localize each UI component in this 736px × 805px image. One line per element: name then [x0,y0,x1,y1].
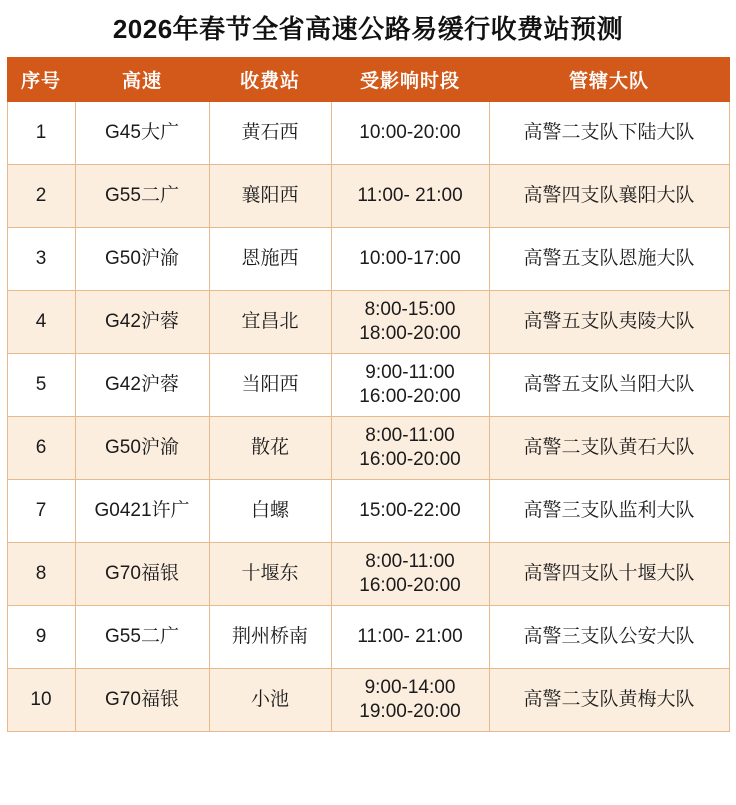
time-line: 9:00-14:00 [364,676,456,698]
cell-station: 当阳西 [209,354,331,417]
table-row [7,543,729,606]
time-lines [334,625,487,650]
cell-unit: 高警五支队夷陵大队 [489,291,729,354]
column-header-time: 受影响时段 [331,58,489,102]
cell-unit: 高警五支队当阳大队 [489,354,729,417]
table-row [7,606,729,669]
cell-index: 10 [7,669,75,732]
cell-unit: 高警二支队黄梅大队 [489,669,729,732]
time-lines [334,184,487,209]
table-row [7,291,729,354]
cell-affected-time [331,669,489,732]
time-line: 16:00-20:00 [359,449,461,471]
table-header [7,58,729,102]
time-line: 19:00-20:00 [359,701,461,723]
time-lines [334,298,487,347]
cell-station: 荆州桥南 [209,606,331,669]
time-lines [334,121,487,146]
time-lines [334,676,487,725]
time-line: 11:00- 21:00 [357,184,463,206]
cell-unit: 高警四支队十堰大队 [489,543,729,606]
cell-station: 散花 [209,417,331,480]
cell-affected-time [331,354,489,417]
cell-highway: G42沪蓉 [75,354,209,417]
cell-affected-time [331,165,489,228]
toll-station-forecast-table [7,57,730,732]
time-line: 8:00-11:00 [365,424,455,446]
time-line: 8:00-11:00 [365,550,455,572]
cell-unit: 高警三支队公安大队 [489,606,729,669]
time-line: 10:00-17:00 [359,247,461,269]
cell-station: 十堰东 [209,543,331,606]
table-row [7,354,729,417]
time-line: 8:00-15:00 [364,298,456,320]
cell-station: 宜昌北 [209,291,331,354]
time-lines [334,361,487,410]
cell-unit: 高警四支队襄阳大队 [489,165,729,228]
table-row [7,480,729,543]
cell-affected-time [331,543,489,606]
table-row [7,417,729,480]
column-header-unit: 管辖大队 [489,58,729,102]
cell-unit: 高警二支队下陆大队 [489,102,729,165]
time-line: 9:00-11:00 [365,361,455,383]
cell-index: 7 [7,480,75,543]
cell-index: 6 [7,417,75,480]
time-lines [334,247,487,272]
time-lines [334,499,487,524]
time-line: 16:00-20:00 [359,575,461,597]
cell-unit: 高警二支队黄石大队 [489,417,729,480]
time-line: 16:00-20:00 [359,386,461,408]
time-line: 15:00-22:00 [359,499,461,521]
time-line: 18:00-20:00 [359,323,461,345]
cell-unit: 高警三支队监利大队 [489,480,729,543]
table-row [7,165,729,228]
table-body [7,102,729,732]
cell-index: 3 [7,228,75,291]
cell-station: 黄石西 [209,102,331,165]
cell-station: 襄阳西 [209,165,331,228]
cell-highway: G50沪渝 [75,417,209,480]
time-lines [334,424,487,473]
cell-affected-time [331,417,489,480]
cell-index: 9 [7,606,75,669]
column-header-highway: 高速 [75,58,209,102]
cell-affected-time [331,480,489,543]
cell-highway: G70福银 [75,543,209,606]
cell-index: 8 [7,543,75,606]
cell-index: 1 [7,102,75,165]
table-row [7,228,729,291]
table-row [7,669,729,732]
cell-highway: G42沪蓉 [75,291,209,354]
table-row [7,102,729,165]
cell-affected-time [331,606,489,669]
time-lines [334,550,487,599]
cell-affected-time [331,228,489,291]
cell-station: 恩施西 [209,228,331,291]
cell-index: 4 [7,291,75,354]
cell-highway: G55二广 [75,606,209,669]
cell-affected-time [331,102,489,165]
cell-affected-time [331,291,489,354]
cell-station: 小池 [209,669,331,732]
cell-highway: G70福银 [75,669,209,732]
time-line: 11:00- 21:00 [357,625,463,647]
table-header-row [7,58,729,102]
cell-highway: G50沪渝 [75,228,209,291]
cell-unit: 高警五支队恩施大队 [489,228,729,291]
cell-index: 2 [7,165,75,228]
time-line: 10:00-20:00 [359,121,461,143]
page-title: 2026年春节全省高速公路易缓行收费站预测 [112,14,624,44]
cell-station: 白螺 [209,480,331,543]
cell-highway: G0421许广 [75,480,209,543]
column-header-station: 收费站 [209,58,331,102]
cell-highway: G55二广 [75,165,209,228]
cell-index: 5 [7,354,75,417]
cell-highway: G45大广 [75,102,209,165]
column-header-index: 序号 [7,58,75,102]
